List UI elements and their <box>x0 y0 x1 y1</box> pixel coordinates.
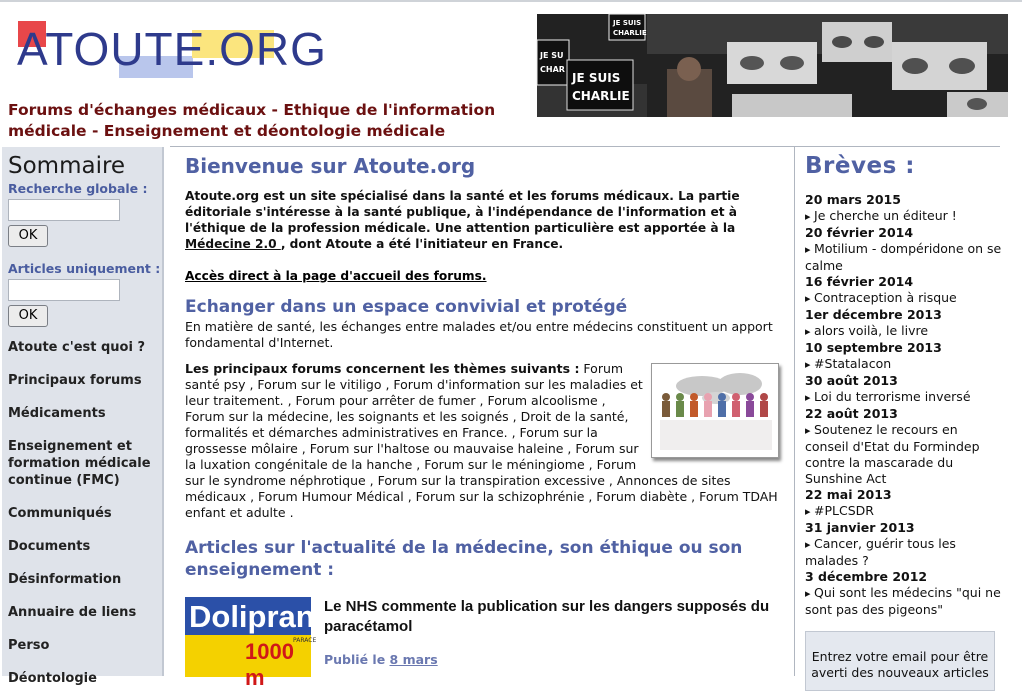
articles-search-label: Articles uniquement : <box>8 261 161 276</box>
breve-date: 30 août 2013 <box>805 373 898 388</box>
breve-link[interactable]: ▸ #PLCSDR <box>805 503 1005 520</box>
header-banner-image <box>537 14 1008 117</box>
sidebar <box>2 147 164 686</box>
intro-paragraph <box>185 188 785 252</box>
sidebar-item-documents[interactable]: Documents <box>8 539 91 554</box>
medecine-2-link[interactable]: Médecine 2.0 <box>185 237 281 251</box>
thumbnail-dose: 1000 m <box>245 639 294 690</box>
sidebar-item-annuaire[interactable]: Annuaire de liens <box>8 605 137 620</box>
forums-home-link[interactable]: Accès direct à la page d'accueil des forums. <box>185 269 487 283</box>
article-thumbnail[interactable] <box>185 597 317 690</box>
site-logo[interactable] <box>16 18 327 80</box>
svg-text:JE SUIS: JE SUIS <box>572 71 621 85</box>
breve-date: 1er décembre 2013 <box>805 307 942 322</box>
breve-date: 20 février 2014 <box>805 225 914 240</box>
svg-text:CHAR: CHAR <box>540 65 565 74</box>
article-title-link[interactable]: Le NHS commente la publication sur les dangers supposés du paracétamol <box>324 598 770 635</box>
sidebar-title: Sommaire <box>8 153 126 179</box>
thumbnail-small-text: PARACE <box>293 637 317 644</box>
site-tagline: Forums d'échanges médicaux - Ethique de l'information médicale - Enseignement et déontologie médicale <box>8 101 496 140</box>
people-world-map-image <box>651 363 779 458</box>
main-content <box>185 147 785 690</box>
themes-paragraph <box>185 361 785 521</box>
right-column-divider <box>794 147 795 676</box>
svg-text:JE SU: JE SU <box>540 51 564 60</box>
breve-link[interactable]: ▸ Motilium - dompéridone on se calme <box>805 241 1005 274</box>
breve-link[interactable]: ▸ Soutenez le recours en conseil d'Etat du Formindep contre la mascarade du Sunshine Act <box>805 422 1005 487</box>
global-search-input[interactable] <box>8 199 120 221</box>
breve-link[interactable]: ▸ Contraception à risque <box>805 290 1005 307</box>
breves-list <box>805 192 1005 618</box>
themes-intro: Les principaux forums concernent les thèmes suivants : <box>185 361 580 376</box>
breve-date: 22 mai 2013 <box>805 487 892 502</box>
sidebar-item-desinformation[interactable]: Désinformation <box>8 572 122 587</box>
articles-search-input[interactable] <box>8 279 120 301</box>
sidebar-item-deontologie[interactable]: Déontologie <box>8 671 97 686</box>
breve-date: 31 janvier 2013 <box>805 520 915 535</box>
sidebar-item-medicaments[interactable]: Médicaments <box>8 406 106 421</box>
sidebar-item-atoute[interactable]: Atoute c'est quoi ? <box>8 340 146 355</box>
breve-date: 16 février 2014 <box>805 274 914 289</box>
breve-link[interactable]: ▸ Loi du terrorisme inversé <box>805 389 1005 406</box>
breves-title: Brèves : <box>805 153 915 179</box>
sidebar-menu <box>2 339 162 687</box>
article-published-date[interactable]: 8 mars <box>389 652 438 667</box>
breve-link[interactable]: ▸ #Statalacon <box>805 356 1005 373</box>
logo-text: ATOUTE.ORG <box>17 23 327 75</box>
top-border <box>0 0 1022 2</box>
sidebar-item-fmc[interactable]: Enseignement et formation médicale continue (FMC) <box>8 439 151 488</box>
article-published-prefix: Publié le <box>324 652 390 667</box>
breve-date: 10 septembre 2013 <box>805 340 942 355</box>
welcome-title: Bienvenue sur Atoute.org <box>185 154 476 178</box>
svg-text:CHARLIE: CHARLIE <box>572 89 630 103</box>
breve-link[interactable]: ▸ alors voilà, le livre <box>805 323 1005 340</box>
newsletter-box: Entrez votre email pour être averti des nouveaux articles <box>805 631 995 691</box>
article-published <box>324 652 438 667</box>
sidebar-item-perso[interactable]: Perso <box>8 638 50 653</box>
articles-section-title: Articles sur l'actualité de la médecine, son éthique ou son enseignement : <box>185 538 743 580</box>
themes-list[interactable]: Forum santé psy , Forum sur le vitiligo , Forum d'information sur les maladies et leur traitement. , Forum pour arrêter de fumer , Forum alcoolisme , Forum sur la médecine, les soignants et les soignés , Droit de la santé, formalités et démarches administratives en France. , Forum sur la grossesse môlaire , Forum sur l'haltose ou mauvaise haleine , Forum sur la luxation congénitale de la hanche , Forum sur le méningiome , Forum sur le syndrome néphrotique , Forum sur la transpiration excessive , Annonces de sites médicaux , Forum Humour Médical , Forum sur la schizophrénie , Forum diabète , Forum TDAH enfant et adulte . <box>185 361 778 520</box>
thumbnail-brand: Dolipran <box>189 599 315 634</box>
exchange-text: En matière de santé, les échanges entre malades et/ou entre médecins constituent un apport fondamental d'Internet. <box>185 319 773 350</box>
article-item <box>185 597 785 690</box>
breve-link[interactable]: ▸ Je cherche un éditeur ! <box>805 208 1005 225</box>
svg-text:CHARLIE: CHARLIE <box>613 29 647 37</box>
articles-search-ok-button[interactable]: OK <box>8 305 48 327</box>
intro-text: Atoute.org est un site spécialisé dans la santé et les forums médicaux. La partie éditoriale s'intéresse à la santé publique, à l'indépendance de l'information et à l'éthique de la profession médicale. Une attention particulière est apportée à la <box>185 189 740 235</box>
breve-date: 22 août 2013 <box>805 406 898 421</box>
sidebar-item-communiques[interactable]: Communiqués <box>8 506 112 521</box>
global-search-label: Recherche globale : <box>8 181 148 196</box>
breve-link[interactable]: ▸ Qui sont les médecins "qui ne sont pas des pigeons" <box>805 585 1005 618</box>
breve-date: 20 mars 2015 <box>805 192 901 207</box>
svg-text:JE SUIS: JE SUIS <box>613 19 642 27</box>
global-search-ok-button[interactable]: OK <box>8 225 48 247</box>
breves-column <box>805 147 1005 618</box>
exchange-title: Echanger dans un espace convivial et protégé <box>185 297 628 317</box>
sidebar-item-forums[interactable]: Principaux forums <box>8 373 142 388</box>
breve-link[interactable]: ▸ Cancer, guérir tous les malades ? <box>805 536 1005 569</box>
breve-date: 3 décembre 2012 <box>805 569 928 584</box>
intro-text-end: , dont Atoute a été l'initiateur en France. <box>280 237 564 251</box>
